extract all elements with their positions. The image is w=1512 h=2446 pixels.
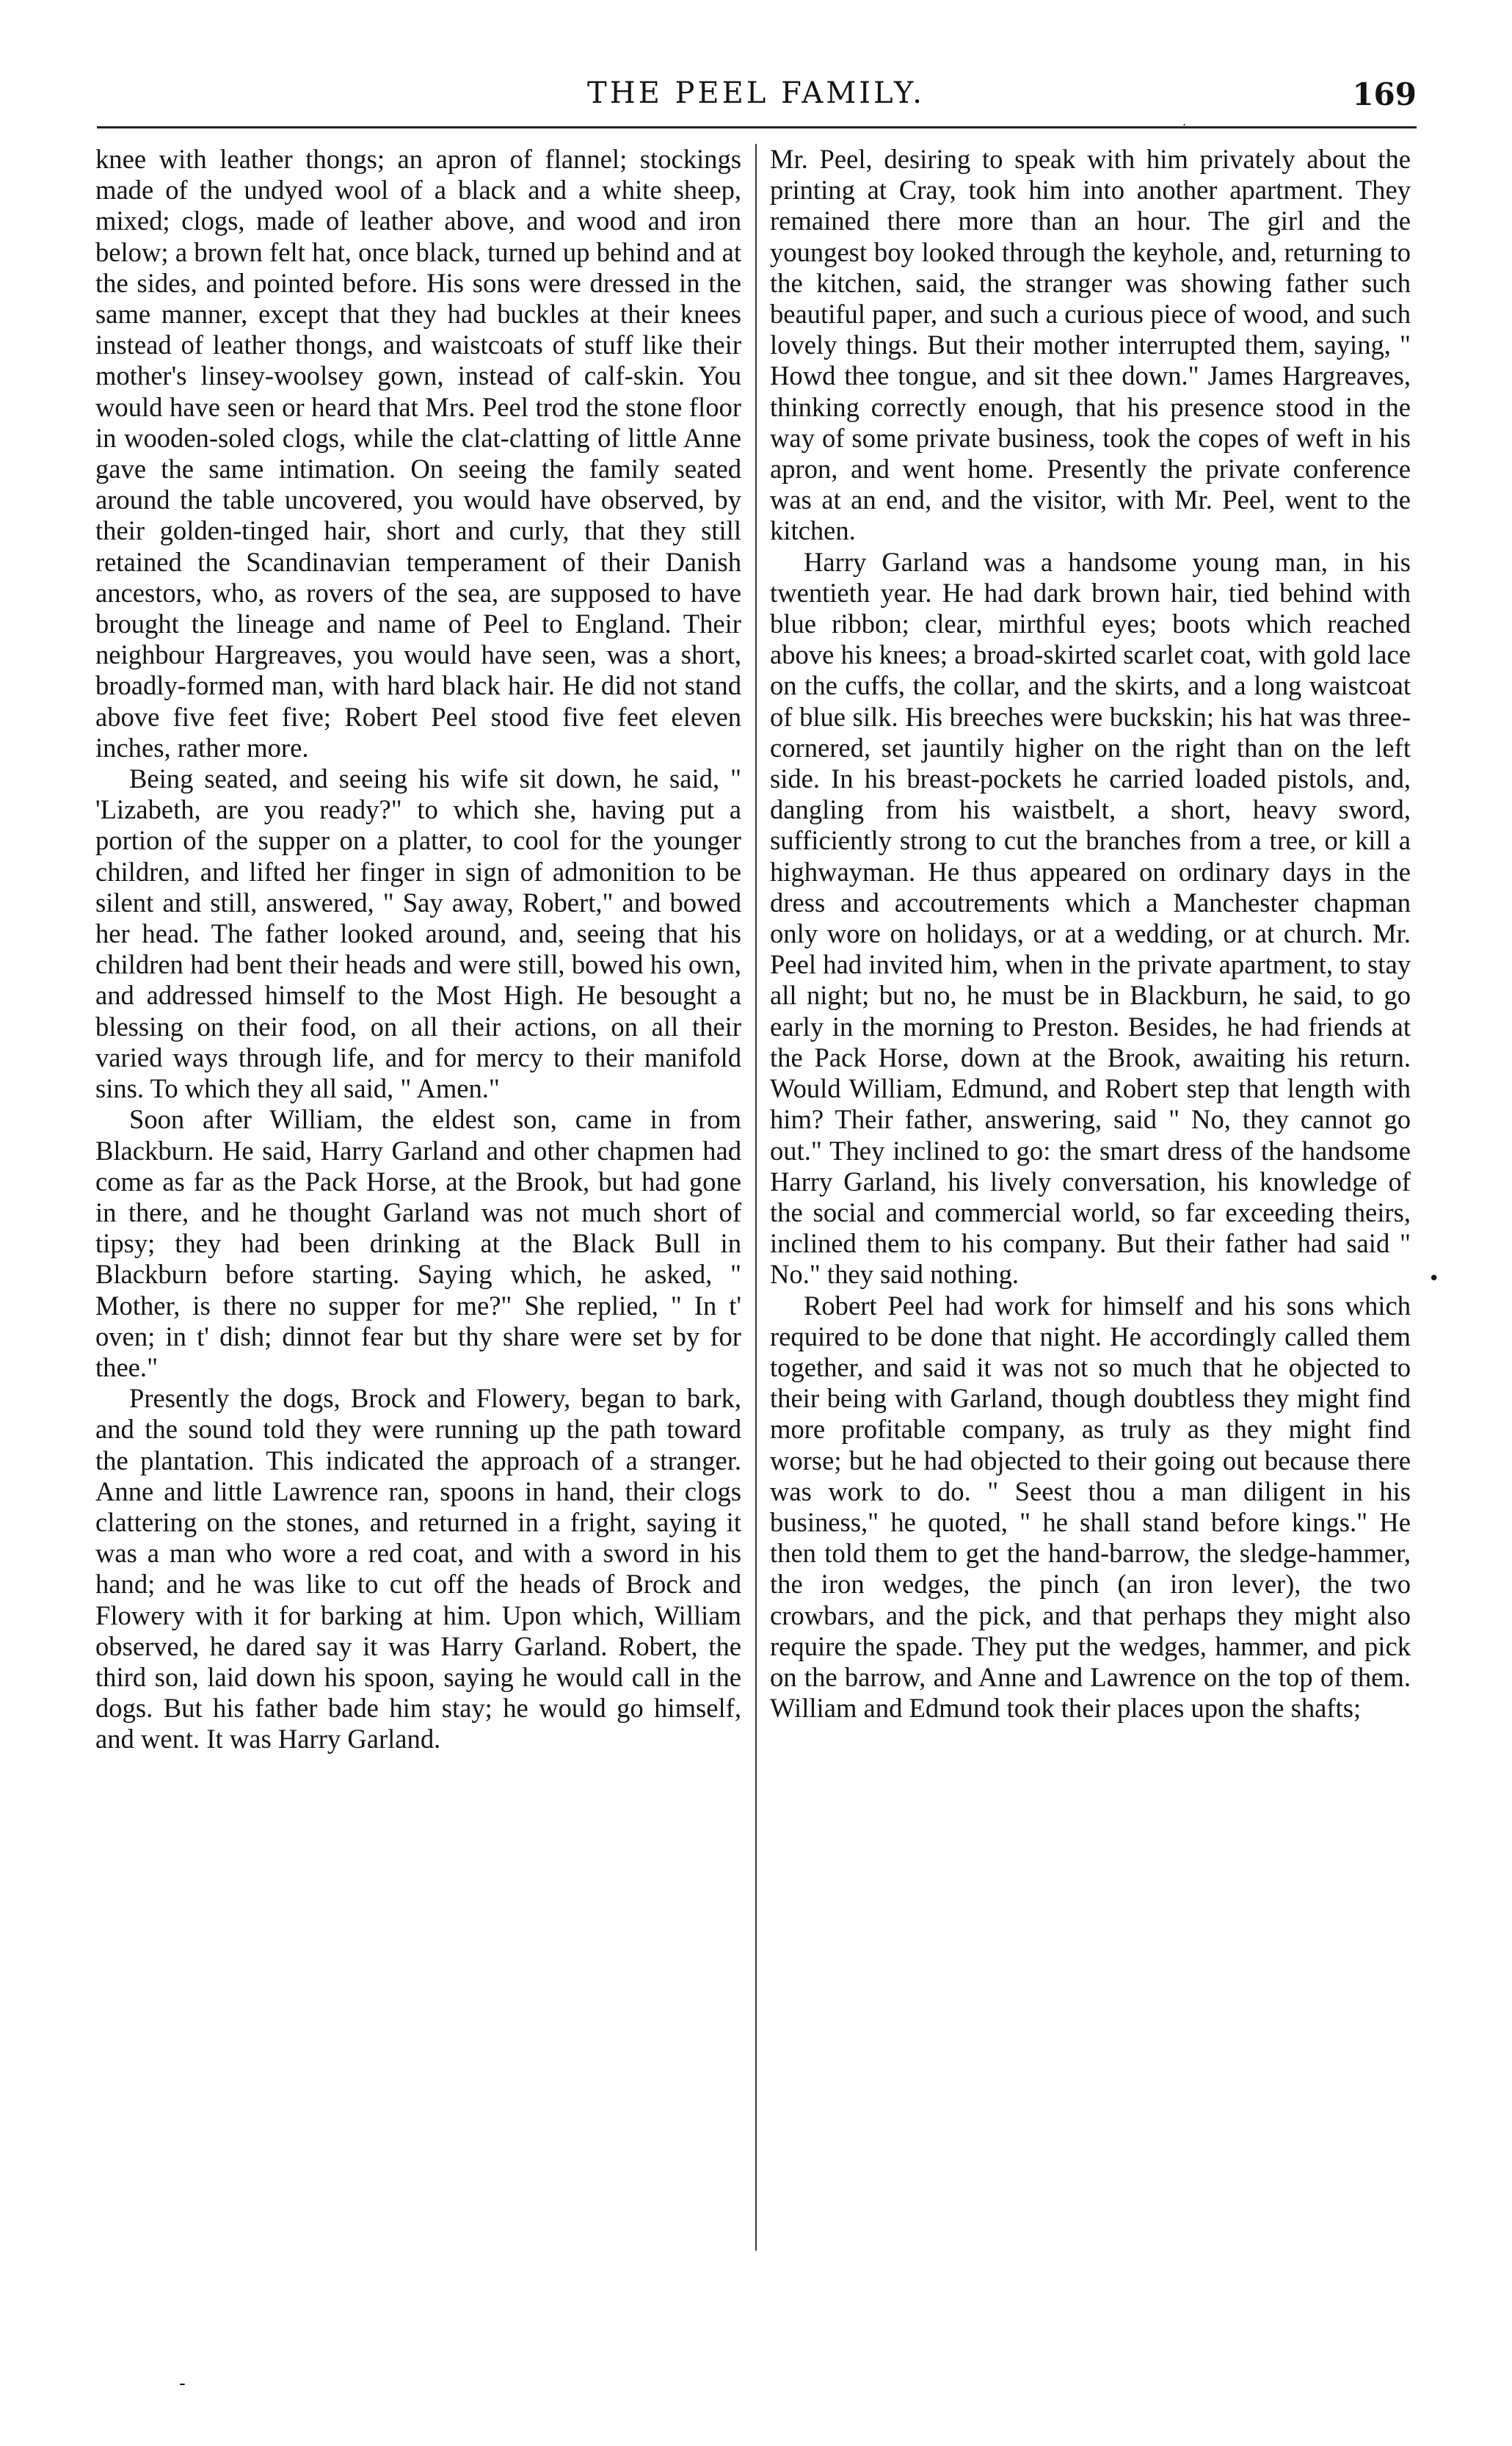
header-rule	[97, 126, 1417, 128]
stray-dot: .	[1182, 115, 1187, 128]
paragraph: Mr. Peel, desiring to speak with him privately about the printing at Cray, took him into another apartment. They remained there more than an hour. The girl and the youngest boy looked through the keyhole, and, returning to the kitchen, said, the stranger was showing father such beautiful paper, and such a curious piece of wood, and such lovely things. But their mother interrupted them, saying, " Howd thee tongue, and sit thee down." James Hargreaves, thinking correctly enough, that his presence stood in the way of some private business, took the copes of weft in his apron, and went home. Presently the private conference was at an end, and the visitor, with Mr. Peel, went to the kitchen.	[770, 144, 1411, 546]
paragraph: Presently the dogs, Brock and Flowery, began to bark, and the sound told they were running up the path toward the plantation. This indicated the approach of a stranger. Anne and little Lawrence ran, spoons in hand, their clogs clattering on the stones, and returned in a fright, saying it was a man who wore a red coat, and with a sword in his hand; and he was like to cut off the heads of Brock and Flowery with it for barking at him. Upon which, William observed, he dared say it was Harry Garland. Robert, the third son, laid down his spoon, saying he would call in the dogs. But his father bade him stay; he would go himself, and went. It was Harry Garland.	[95, 1383, 741, 1754]
paragraph: Soon after William, the eldest son, came in from Blackburn. He said, Harry Garland and other chapmen had come as far as the Pack Horse, at the Brook, but had gone in there, and he thought Garland was not much short of tipsy; they had been drinking at the Black Bull in Blackburn before starting. Saying which, he asked, " Mother, is there no supper for me?" She replied, " In t' oven; in t' dish; dinnot fear but thy share were set by for thee."	[95, 1104, 741, 1382]
paragraph: Robert Peel had work for himself and his sons which required to be done that night. He accordingly called them together, and said it was not so much that he objected to their being with Garland, though doubtless they might find more profitable company, as truly as they might find worse; but he had objected to their going out because there was work to do. " Seest thou a man diligent in his business," he quoted, " he shall stand before kings." He then told them to get the hand-barrow, the sledge-hammer, the iron wedges, the pinch (an iron lever), the two crowbars, and the pick, and that perhaps they might also require the spade. They put the wedges, hammer, and pick on the barrow, and Anne and Lawrence on the top of them. William and Edmund took their places upon the shafts;	[770, 1290, 1411, 1724]
paragraph: knee with leather thongs; an apron of flannel; stockings made of the undyed wool of a black and a white sheep, mixed; clogs, made of leather above, and wood and iron below; a brown felt hat, once black, turned up behind and at the sides, and pointed before. His sons were dressed in the same manner, except that they had buckles at their knees instead of leather thongs, and waistcoats of stuff like their mother's linsey-woolsey gown, instead of calf-skin. You would have seen or heard that Mrs. Peel trod the stone floor in wooden-soled clogs, while the clat-clatting of little Anne gave the same intimation. On seeing the family seated around the table uncovered, you would have observed, by their golden-tinged hair, short and curly, that they still retained the Scandinavian temperament of their Danish ancestors, who, as rovers of the sea, are supposed to have brought the lineage and name of Peel to England. Their neighbour Hargreaves, you would have seen, was a short, broadly-formed man, with hard black hair. He did not stand above five feet five; Robert Peel stood five feet eleven inches, rather more.	[95, 144, 741, 763]
paragraph: Harry Garland was a handsome young man, in his twentieth year. He had dark brown hair, tied behind with blue ribbon; clear, mirthful eyes; boots which reached above his knees; a broad-skirted scarlet coat, with gold lace on the cuffs, the collar, and the skirts, and a long waistcoat of blue silk. His breeches were buckskin; his hat was three-cornered, set jauntily higher on the right than on the left side. In his breast-pockets he carried loaded pistols, and, dangling from his waistbelt, a short, heavy sword, sufficiently strong to cut the branches from a tree, or kill a highwayman. He thus appeared on ordinary days in the dress and accoutrements which a Manchester chapman only wore on holidays, or at a wedding, or at church. Mr. Peel had invited him, when in the private apartment, to stay all night; but no, he must be in Blackburn, he said, to go early in the morning to Preston. Besides, he had friends at the Pack Horse, down at the Brook, awaiting his return. Would William, Edmund, and Robert step that length with him? Their father, answering, said " No, they cannot go out." They inclined to go: the smart dress of the handsome Harry Garland, his lively conversation, his knowledge of the social and commercial world, so far exceeding theirs, inclined them to his company. But their father had said " No." they said nothing.	[770, 546, 1411, 1290]
margin-bullet: •	[1428, 1268, 1440, 1290]
right-column	[770, 144, 1411, 1724]
left-column	[95, 144, 741, 1755]
paragraph: Being seated, and seeing his wife sit down, he said, " 'Lizabeth, are you ready?" to which she, having put a portion of the supper on a platter, to cool for the younger children, and lifted her finger in sign of admonition to be silent and still, answered, " Say away, Robert," and bowed her head. The father looked around, and, seeing that his children had bent their heads and were still, bowed his own, and addressed himself to the Most High. He besought a blessing on their food, on all their actions, on all their varied ways through life, and for mercy to their manifold sins. To which they all said, " Amen."	[95, 763, 741, 1104]
page-header	[95, 73, 1417, 117]
column-divider	[755, 144, 757, 2251]
stray-mark: -	[179, 2373, 186, 2395]
running-title: THE PEEL FAMILY.	[587, 76, 925, 110]
page-number: 169	[1352, 76, 1417, 112]
